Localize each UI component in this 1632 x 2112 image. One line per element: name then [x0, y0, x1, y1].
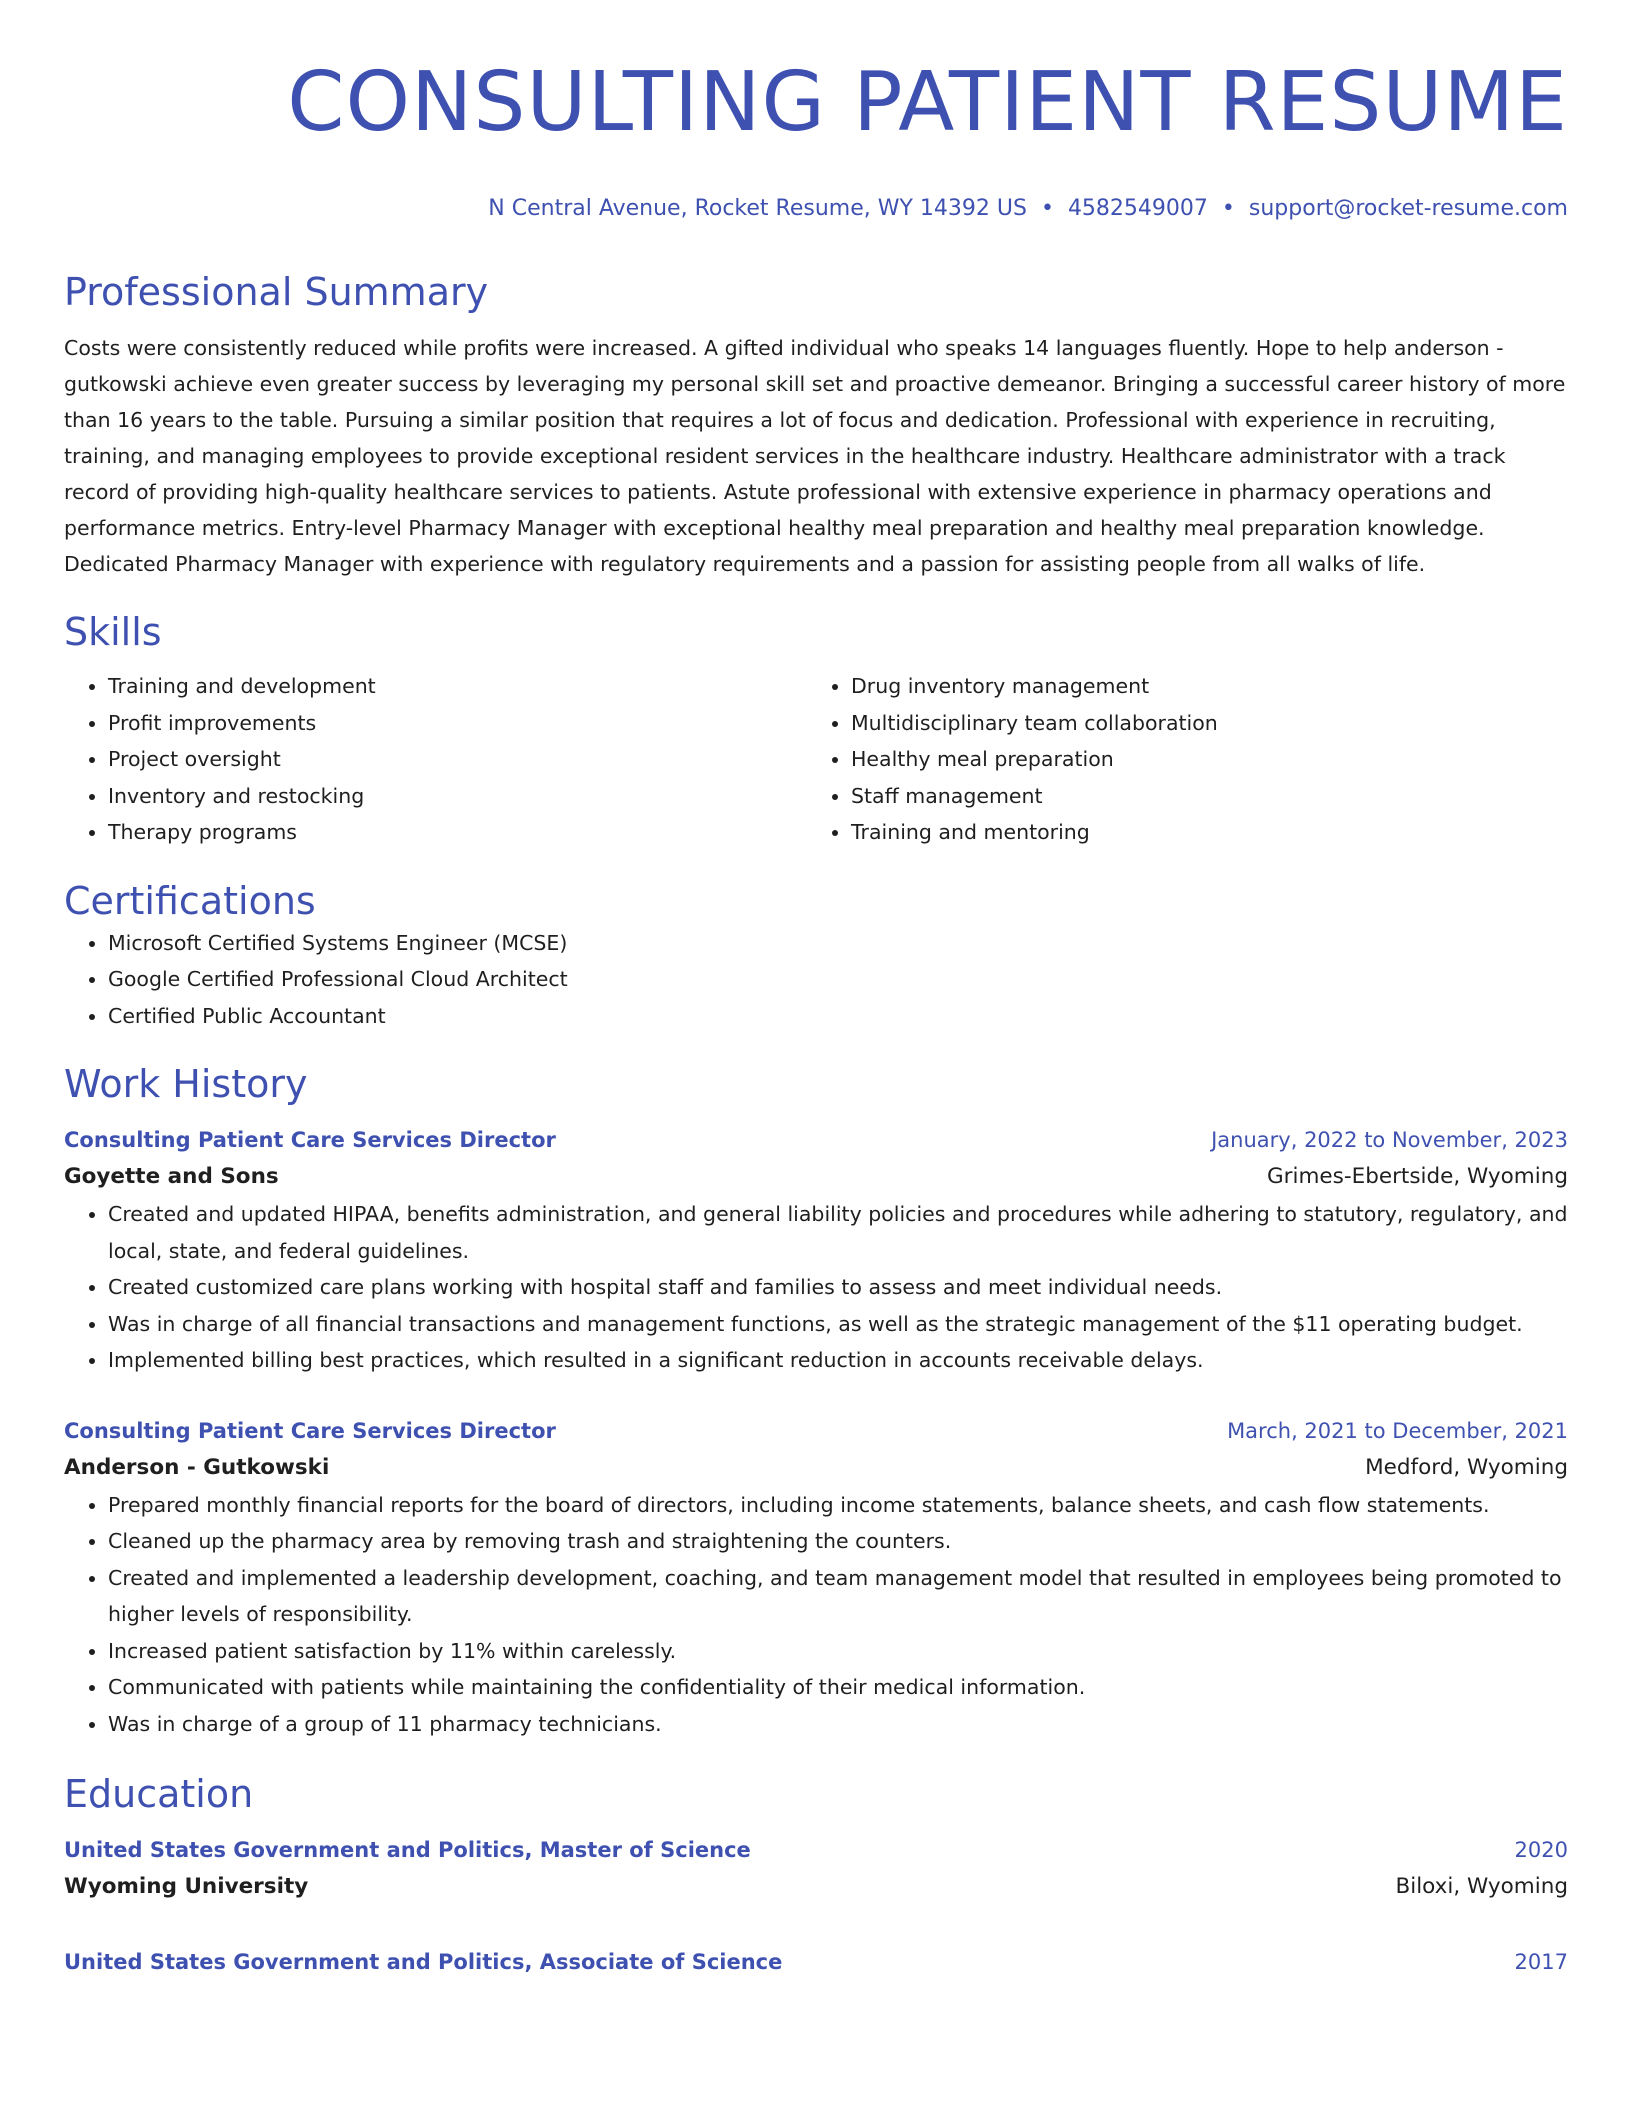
- job-dates: March, 2021 to December, 2021: [1227, 1418, 1568, 1443]
- job-location: Grimes-Ebertside, Wyoming: [1267, 1164, 1568, 1189]
- education-heading: Education: [64, 1772, 254, 1816]
- certification-item: • Certified Public Accountant: [108, 998, 1568, 1035]
- job-title: Consulting Patient Care Services Director: [64, 1128, 556, 1152]
- skill-item: • Training and mentoring: [851, 814, 1550, 851]
- skill-item: • Therapy programs: [108, 814, 807, 851]
- job-duty-item: • Was in charge of a group of 11 pharmacy technicians.: [108, 1706, 1568, 1743]
- job-duty-item: • Created and updated HIPAA, benefits administration, and general liability policies and procedures while adhering to statutory, regulatory, and local, state, and federal guidelines.: [108, 1196, 1568, 1269]
- skills-right-list: [807, 668, 1550, 851]
- education-year: 2020: [1514, 1838, 1568, 1862]
- job-company: Goyette and Sons: [64, 1164, 279, 1189]
- contact-phone: 4582549007: [1067, 196, 1208, 221]
- education-degree: United States Government and Politics, Associate of Science: [64, 1950, 783, 1974]
- skills-column-right: [807, 668, 1550, 851]
- job-entry: [64, 1122, 1568, 1379]
- job-company-row: [64, 1449, 1568, 1487]
- skill-item: • Profit improvements: [108, 705, 807, 742]
- resume-header: [64, 0, 1568, 224]
- job-duties-list: [64, 1487, 1568, 1743]
- candidate-name: CONSULTING PATIENT RESUME: [287, 55, 1568, 150]
- education-degree-row: [64, 1944, 1568, 1980]
- contact-separator: •: [1040, 196, 1054, 221]
- contact-address: N Central Avenue, Rocket Resume, WY 14392 US: [488, 196, 1027, 221]
- summary-text: Costs were consistently reduced while profits were increased. A gifted individual who speaks 14 languages fluently. Hope to help anderson - gutkowski achieve even greater success by leveraging my personal skill set and proactive demeanor. Bringing a successful career history of more than 16 years to the table. Pursuing a similar position that requires a lot of focus and dedication. Professional with experience in recruiting, training, and managing employees to provide exceptional resident services in the healthcare industry. Healthcare administrator with a track record of providing high-quality healthcare services to patients. Astute professional with extensive experience in pharmacy operations and performance metrics. Entry-level Pharmacy Manager with exceptional healthy meal preparation and healthy meal preparation knowledge. Dedicated Pharmacy Manager with experience with regulatory requirements and a passion for assisting people from all walks of life.: [64, 336, 1566, 576]
- skill-item: • Staff management: [851, 778, 1550, 815]
- education-school: Wyoming University: [64, 1874, 309, 1899]
- skills-heading: Skills: [64, 610, 162, 654]
- job-duty-item: • Created customized care plans working with hospital staff and families to assess and meet individual needs.: [108, 1269, 1568, 1306]
- contact-line: [64, 194, 1568, 224]
- certification-item: • Google Certified Professional Cloud Architect: [108, 961, 1568, 998]
- education-school-row: [64, 1868, 1568, 1906]
- education-year: 2017: [1514, 1950, 1568, 1974]
- contact-email: support@rocket-resume.com: [1248, 196, 1568, 221]
- job-duty-item: • Created and implemented a leadership development, coaching, and team management model that resulted in employees being promoted to higher levels of responsibility.: [108, 1560, 1568, 1633]
- skills-left-list: [64, 668, 807, 851]
- skill-item: • Project oversight: [108, 741, 807, 778]
- job-company-row: [64, 1158, 1568, 1196]
- skills-column-left: [64, 668, 807, 851]
- skill-item: • Healthy meal preparation: [851, 741, 1550, 778]
- certifications-heading: Certifications: [64, 878, 316, 923]
- certification-item: • Microsoft Certified Systems Engineer (MCSE): [108, 925, 1568, 962]
- job-title-row: [64, 1413, 1568, 1449]
- skill-item: • Training and development: [108, 668, 807, 705]
- education-entry: [64, 1832, 1568, 1906]
- summary-heading: Professional Summary: [64, 270, 489, 314]
- education-location: Biloxi, Wyoming: [1395, 1874, 1568, 1899]
- job-location: Medford, Wyoming: [1365, 1454, 1568, 1480]
- education-degree: United States Government and Politics, Master of Science: [64, 1838, 751, 1862]
- job-duty-item: • Implemented billing best practices, which resulted in a significant reduction in accounts receivable delays.: [108, 1342, 1568, 1379]
- job-duty-item: • Cleaned up the pharmacy area by removing trash and straightening the counters.: [108, 1523, 1568, 1560]
- skills-list: [64, 668, 1568, 851]
- skill-item: • Multidisciplinary team collaboration: [851, 705, 1550, 742]
- job-duty-item: • Increased patient satisfaction by 11% within carelessly.: [108, 1633, 1568, 1670]
- skill-item: • Drug inventory management: [851, 668, 1550, 705]
- contact-separator: •: [1221, 196, 1235, 221]
- job-title-row: [64, 1122, 1568, 1158]
- skill-item: • Inventory and restocking: [108, 778, 807, 815]
- job-duty-item: • Was in charge of all financial transactions and management functions, as well as the strategic management of the $11 operating budget.: [108, 1306, 1568, 1343]
- work-history-heading: Work History: [64, 1062, 308, 1106]
- job-duty-item: • Communicated with patients while maintaining the confidentiality of their medical information.: [108, 1669, 1568, 1706]
- job-company: Anderson - Gutkowski: [64, 1454, 330, 1480]
- certifications-list: [64, 925, 1568, 1035]
- job-title: Consulting Patient Care Services Director: [64, 1418, 556, 1443]
- education-degree-row: [64, 1832, 1568, 1868]
- job-duties-list: [64, 1196, 1568, 1379]
- job-duty-item: • Prepared monthly financial reports for the board of directors, including income statements, balance sheets, and cash flow statements.: [108, 1487, 1568, 1524]
- job-entry: [64, 1413, 1568, 1743]
- job-dates: January, 2022 to November, 2023: [1211, 1128, 1568, 1152]
- education-entry: [64, 1944, 1568, 1980]
